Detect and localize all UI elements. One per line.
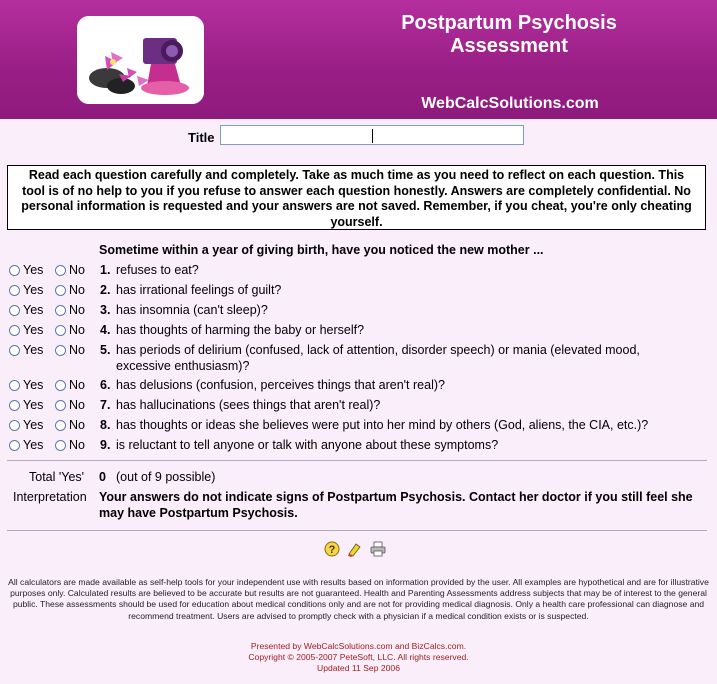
no-radio[interactable]	[55, 265, 66, 276]
divider	[7, 530, 707, 531]
orchid-camera-icon	[77, 16, 204, 104]
yes-radio[interactable]	[9, 285, 20, 296]
total-yes-note: (out of 9 possible)	[116, 470, 216, 484]
no-option[interactable]: No	[55, 322, 85, 338]
text-caret	[372, 129, 373, 143]
question-text: has insomnia (can't sleep)?	[116, 303, 268, 317]
question-number: 9.	[100, 438, 111, 452]
question-number: 5.	[100, 343, 111, 357]
title-label: Title	[188, 130, 215, 145]
no-radio[interactable]	[55, 380, 66, 391]
yes-option[interactable]: Yes	[9, 262, 43, 278]
print-icon[interactable]	[369, 540, 387, 558]
yes-option[interactable]: Yes	[9, 322, 43, 338]
question-text: refuses to eat?	[116, 263, 199, 277]
yes-option[interactable]: Yes	[9, 282, 43, 298]
yes-radio[interactable]	[9, 400, 20, 411]
footer-copyright: Copyright © 2005-2007 PeteSoft, LLC. All rights reserved.	[248, 652, 469, 662]
question-number: 8.	[100, 418, 111, 432]
no-radio[interactable]	[55, 400, 66, 411]
total-yes-value: 0	[99, 470, 106, 484]
no-radio[interactable]	[55, 285, 66, 296]
no-option[interactable]: No	[55, 342, 85, 358]
interpretation-label: Interpretation	[13, 490, 87, 504]
question-text: has thoughts or ideas she believes were put into her mind by others (God, aliens, the CIA, etc.)?	[116, 418, 649, 432]
logo-image	[77, 16, 204, 104]
question-number: 2.	[100, 283, 111, 297]
no-option[interactable]: No	[55, 417, 85, 433]
footer-presented: Presented by WebCalcSolutions.com and BizCalcs.com.	[250, 641, 467, 651]
yes-option[interactable]: Yes	[9, 397, 43, 413]
divider	[7, 460, 707, 461]
site-name: WebCalcSolutions.com	[421, 95, 599, 112]
yes-radio[interactable]	[9, 325, 20, 336]
help-icon[interactable]	[323, 540, 341, 558]
no-option[interactable]: No	[55, 437, 85, 453]
instructions-notice: Read each question carefully and completely. Take as much time as you need to reflect on each question. This tool is of no help to you if you refuse to answer each question honestly. Answers are completely confidential. No personal information is requested and your answers are not saved. Remember, if you cheat, you're only cheating yourself.	[7, 165, 706, 230]
no-option[interactable]: No	[55, 262, 85, 278]
total-yes-label: Total 'Yes'	[29, 470, 85, 484]
questions-intro: Sometime within a year of giving birth, have you noticed the new mother ...	[99, 243, 544, 257]
yes-option[interactable]: Yes	[9, 377, 43, 393]
interpretation-text: Your answers do not indicate signs of Postpartum Psychosis. Contact her doctor if you still feel she may have Postpartum Psychosis.	[99, 490, 693, 520]
yes-radio[interactable]	[9, 440, 20, 451]
no-option[interactable]: No	[55, 282, 85, 298]
yes-option[interactable]: Yes	[9, 437, 43, 453]
no-radio[interactable]	[55, 325, 66, 336]
footer-updated: Updated 11 Sep 2006	[317, 663, 400, 673]
question-text: has hallucinations (sees things that aren't real)?	[116, 398, 381, 412]
yes-radio[interactable]	[9, 420, 20, 431]
question-number: 7.	[100, 398, 111, 412]
yes-radio[interactable]	[9, 380, 20, 391]
no-radio[interactable]	[55, 345, 66, 356]
header-banner	[0, 0, 717, 119]
no-radio[interactable]	[55, 305, 66, 316]
no-option[interactable]: No	[55, 302, 85, 318]
no-radio[interactable]	[55, 440, 66, 451]
svg-text:?: ?	[328, 544, 336, 556]
no-option[interactable]: No	[55, 397, 85, 413]
yes-radio[interactable]	[9, 305, 20, 316]
question-text: is reluctant to tell anyone or talk with anyone about these symptoms?	[116, 438, 499, 452]
question-number: 3.	[100, 303, 111, 317]
no-radio[interactable]	[55, 420, 66, 431]
question-number: 6.	[100, 378, 111, 392]
question-number: 1.	[100, 263, 111, 277]
question-text: has irrational feelings of guilt?	[116, 283, 282, 297]
yes-option[interactable]: Yes	[9, 342, 43, 358]
question-text: has delusions (confusion, perceives things that aren't real)?	[116, 378, 445, 392]
question-text: has thoughts of harming the baby or herself?	[116, 323, 365, 337]
yes-radio[interactable]	[9, 345, 20, 356]
page-title: Postpartum Psychosis Assessment	[401, 12, 617, 57]
question-number: 4.	[100, 323, 111, 337]
disclaimer-text: All calculators are made available as self-help tools for your independent use with results based on information provided by the user. All examples are hypothetical and are for illustrative purposes only. Calculated results are believed to be accurate but results are not guaranteed. Health and Parenting Assessments address subjects that may be of interest to the general public. These assessments should be used for education about medical conditions only and are not for providing medical diagnosis. Only a health care professional can diagnose and recommend treatment. Users are advised to promptly check with a physician if a medical condition exists or is suspected.	[8, 577, 709, 621]
no-option[interactable]: No	[55, 377, 85, 393]
yes-option[interactable]: Yes	[9, 417, 43, 433]
yes-option[interactable]: Yes	[9, 302, 43, 318]
footer	[0, 641, 717, 674]
action-icons	[323, 540, 387, 558]
question-text: has periods of delirium (confused, lack of attention, disorder speech) or mania (elevated mood, excessive enthusiasm)?	[116, 343, 640, 373]
clear-icon[interactable]	[346, 540, 364, 558]
yes-radio[interactable]	[9, 265, 20, 276]
